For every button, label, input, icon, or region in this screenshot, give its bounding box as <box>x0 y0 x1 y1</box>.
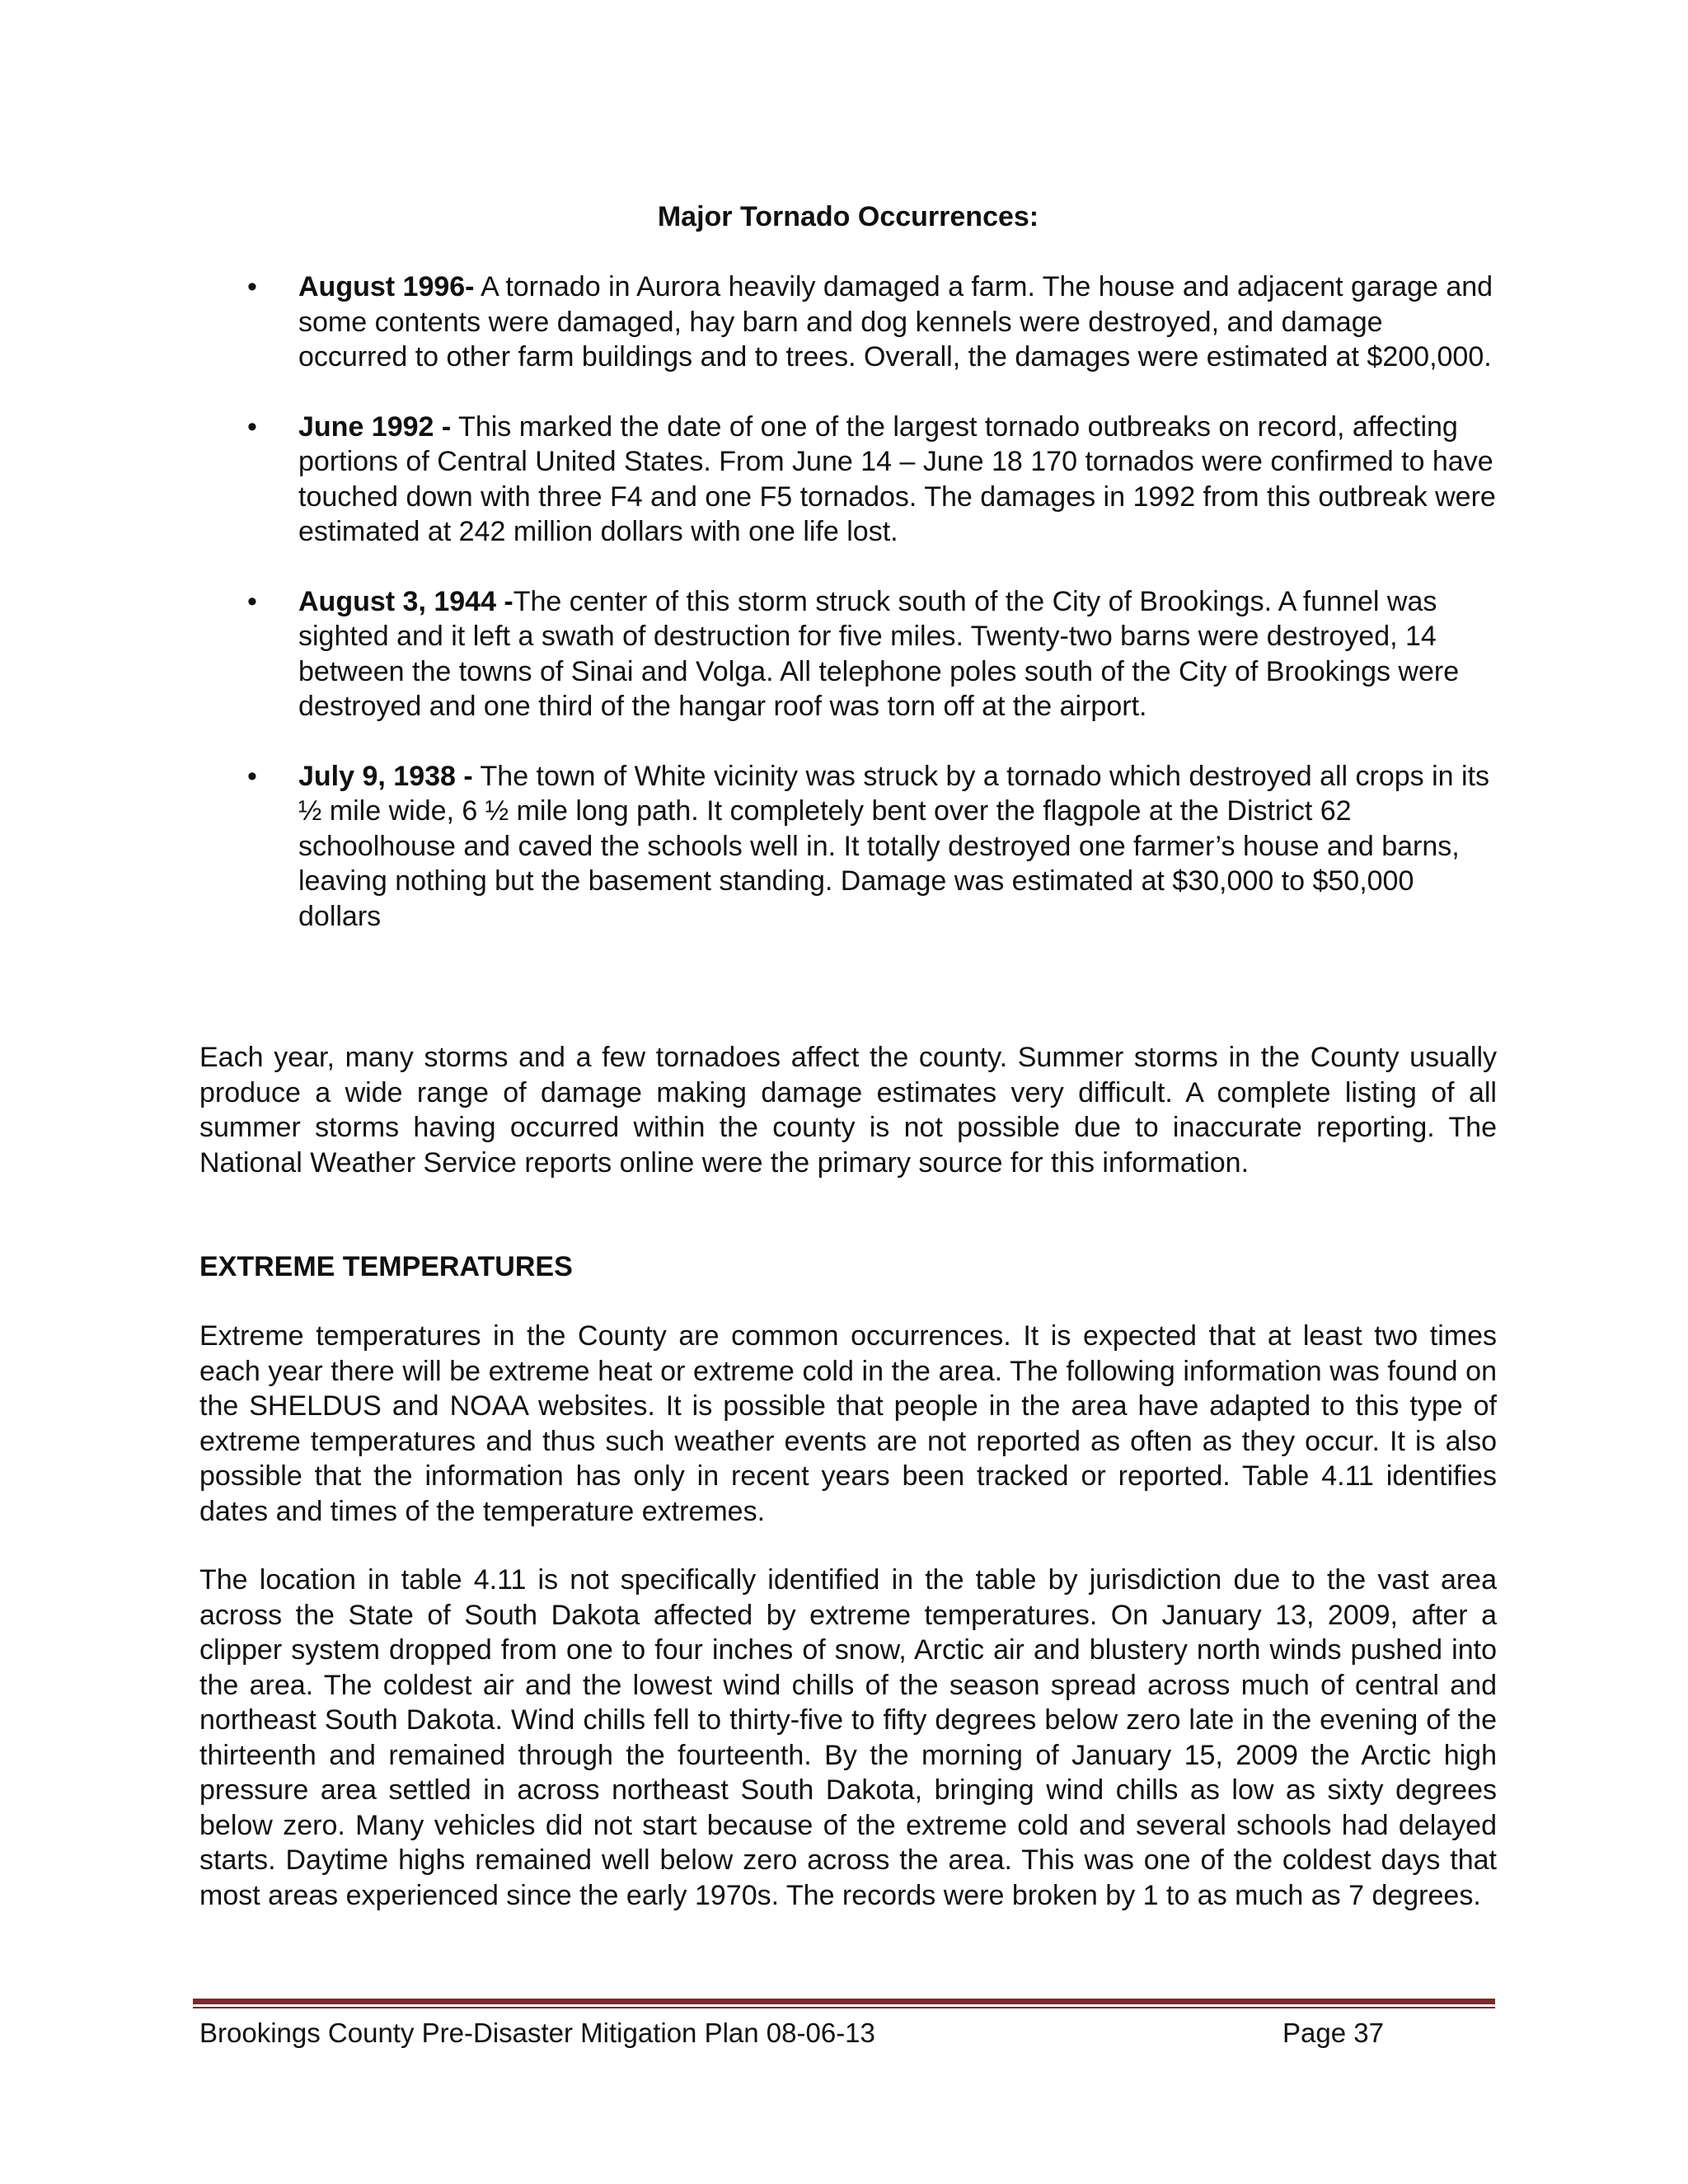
footer-page-number: Page 37 <box>1282 2018 1384 2048</box>
tornado-event-item <box>199 584 1497 724</box>
event-description: A tornado in Aurora heavily damaged a farm. The house and adjacent garage and some contents were damaged, hay barn and dog kennels were destroyed, and damage occurred to other farm buildings and to trees. Overall, the damages were estimated at $200,000. <box>298 271 1493 373</box>
bullet-icon: • <box>247 410 257 443</box>
bullet-icon: • <box>247 271 257 302</box>
event-description: This marked the date of one of the largest tornado outbreaks on record, affecting portions of Central United States. From June 14 – June 18 170 tornados were confirmed to have touched down with three F4 and one F5 tornados. The damages in 1992 from this outbreak were estimated at 242 million dollars with one life lost. <box>298 410 1496 547</box>
tornado-event-item <box>199 269 1497 375</box>
extreme-temperatures-heading: EXTREME TEMPERATURES <box>199 1251 573 1282</box>
bullet-icon: • <box>247 760 257 792</box>
event-date: August 3, 1944 - <box>298 585 513 617</box>
bullet-icon: • <box>247 585 257 617</box>
footer-rule <box>193 1999 1495 2004</box>
temperatures-paragraph-2: The location in table 4.11 is not specifically identified in the table by jurisdiction due to the vast area across the State of South Dakota affected by extreme temperatures. On January 13, 2009, after a clipper system dropped from one to four inches of snow, Arctic air and blustery north winds pushed into the area. The coldest air and the lowest wind chills of the season spread across much of central and northeast South Dakota. Wind chills fell to thirty-five to fifty degrees below zero late in the evening of the thirteenth and remained through the fourteenth. By the morning of January 15, 2009 the Arctic high pressure area settled in across northeast South Dakota, bringing wind chills as low as sixty degrees below zero. Many vehicles did not start because of the extreme cold and several schools had delayed starts. Daytime highs remained well below zero across the area. This was one of the coldest days that most areas experienced since the early 1970s. The records were broken by 1 to as much as 7 degrees. <box>199 1564 1497 1911</box>
storms-paragraph: Each year, many storms and a few tornadoes affect the county. Summer storms in the County usually produce a wide range of damage making damage estimates very difficult. A complete listing of all summer storms having occurred within the county is not possible due to inaccurate reporting. The National Weather Service reports online were the primary source for this information. <box>199 1042 1497 1179</box>
tornado-event-item <box>199 410 1497 550</box>
footer-rule-thin <box>193 2007 1495 2008</box>
footer-document-title: Brookings County Pre-Disaster Mitigation Plan 08-06-13 <box>199 2018 875 2048</box>
tornado-event-item <box>199 759 1497 935</box>
tornado-events-list <box>199 269 1497 968</box>
event-date: June 1992 - <box>298 410 452 443</box>
event-date: August 1996- <box>298 271 475 302</box>
event-description: The town of White vicinity was struck by a tornado which destroyed all crops in its ½ mile wide, 6 ½ mile long path. It completely bent over the flagpole at the District 62 schoolhouse and caved the schools well in. It totally destroyed one farmer’s house and barns, leaving nothing but the basement standing. Damage was estimated at $30,000 to $50,000 dollars <box>298 760 1490 932</box>
event-date: July 9, 1938 - <box>298 760 473 792</box>
temperatures-paragraph-1: Extreme temperatures in the County are common occurrences. It is expected that at least two times each year there will be extreme heat or extreme cold in the area. The following information was found on the SHELDUS and NOAA websites. It is possible that people in the area have adapted to this type of extreme temperatures and thus such weather events are not reported as often as they occur. It is also possible that the information has only in recent years been tracked or reported. Table 4.11 identifies dates and times of the temperature extremes. <box>199 1320 1497 1527</box>
event-description: The center of this storm struck south of the City of Brookings. A funnel was sighted and it left a swath of destruction for five miles. Twenty-two barns were destroyed, 14 between the towns of Sinai and Volga. All telephone poles south of the City of Brookings were destroyed and one third of the hangar roof was torn off at the airport. <box>298 585 1460 722</box>
tornado-section-heading: Major Tornado Occurrences: <box>657 201 1039 232</box>
